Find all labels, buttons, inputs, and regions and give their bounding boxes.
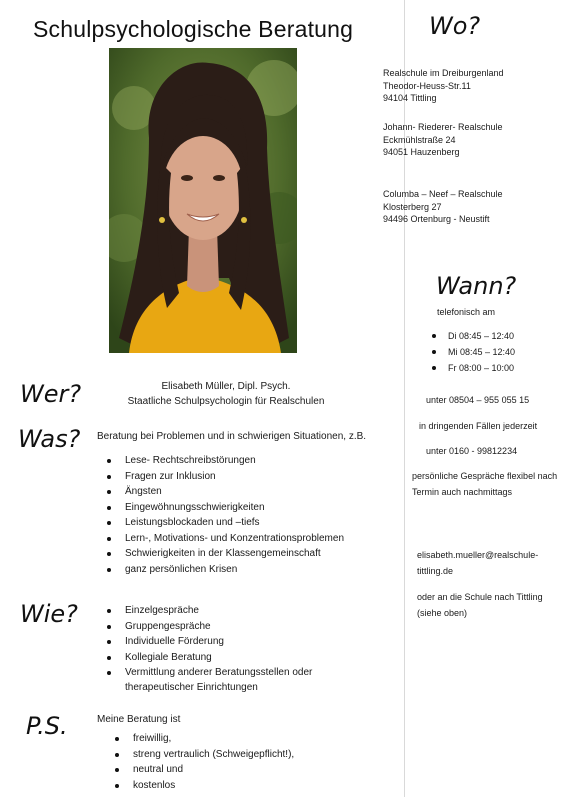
wann-time-item: Mi 08:45 – 12:40	[430, 344, 515, 360]
location-1-line-2: Theodor-Heuss-Str.11	[383, 80, 471, 91]
ps-list-item: streng vertraulich (Schweigepflicht!),	[112, 747, 294, 763]
wann-time-item: Di 08:45 – 12:40	[430, 328, 515, 344]
phone-urgent: unter 0160 - 99812234	[426, 446, 518, 456]
wie-list-item: Vermittlung anderer Beratungsstellen oder	[104, 665, 312, 681]
wie-list-item: Einzelgespräche	[104, 603, 312, 619]
email-line-2[interactable]: tittling.de	[417, 566, 454, 576]
location-1	[383, 67, 504, 105]
heading-wie: Wie?	[20, 600, 78, 628]
page-title: Schulpsychologische Beratung	[33, 16, 354, 42]
ps-list-item: kostenlos	[112, 778, 294, 794]
wie-list-item: Individuelle Förderung	[104, 634, 312, 650]
location-3-line-3: 94496 Ortenburg - Neustift	[383, 214, 490, 224]
location-3-line-1: Columba – Neef – Realschule	[383, 189, 503, 199]
was-list-item: Lern-, Motivations- und Konzentrationsproblemen	[104, 531, 344, 547]
ps-list	[112, 731, 294, 793]
urgent-note: in dringenden Fällen jederzeit	[419, 421, 538, 431]
was-list	[104, 453, 344, 577]
wann-intro: telefonisch am	[437, 307, 496, 317]
was-list-item: Eingewöhnungsschwierigkeiten	[104, 500, 344, 516]
wann-times-list	[430, 328, 515, 376]
person-role: Staatliche Schulpsychologin für Realschulen	[127, 396, 325, 407]
was-list-item: Leistungsblockaden und –tiefs	[104, 515, 344, 531]
location-1-line-3: 94104 Tittling	[383, 93, 437, 103]
person-name: Elisabeth Müller, Dipl. Psych.	[161, 381, 291, 392]
ps-list-item: neutral und	[112, 762, 294, 778]
wie-list	[104, 603, 312, 681]
heading-was: Was?	[18, 425, 81, 453]
location-1-line-1: Realschule im Dreiburgenland	[383, 68, 504, 78]
location-2-line-3: 94051 Hauzenberg	[383, 147, 460, 157]
wie-list-item-continuation: therapeutischer Einrichtungen	[125, 682, 258, 693]
personal-note-line-2: Termin auch nachmittags	[412, 487, 513, 497]
location-3-line-2: Klosterberg 27	[383, 201, 442, 212]
was-intro: Beratung bei Problemen und in schwierigen Situationen, z.B.	[97, 431, 367, 442]
location-2-line-2: Eckmühlstraße 24	[383, 134, 456, 145]
location-3	[383, 188, 503, 226]
wie-list-item: Gruppengespräche	[104, 619, 312, 635]
location-2-line-1: Johann- Riederer- Realschule	[383, 122, 503, 132]
phone-primary: unter 08504 – 955 055 15	[426, 395, 530, 405]
wann-time-item: Fr 08:00 – 10:00	[430, 360, 515, 376]
was-list-item: ganz persönlichen Krisen	[104, 562, 344, 578]
heading-wann: Wann?	[436, 272, 517, 300]
school-note-line-1: oder an die Schule nach Tittling	[417, 592, 543, 602]
ps-intro: Meine Beratung ist	[97, 714, 181, 725]
heading-wer: Wer?	[20, 380, 82, 408]
column-divider	[404, 0, 405, 797]
personal-note-line-1: persönliche Gespräche flexibel nach	[412, 471, 558, 481]
heading-ps: P.S.	[26, 712, 68, 740]
was-list-item: Ängsten	[104, 484, 344, 500]
was-list-item: Schwierigkeiten in der Klassengemeinschaft	[104, 546, 344, 562]
wie-list-item: Kollegiale Beratung	[104, 650, 312, 666]
portrait-photo	[109, 48, 297, 353]
email-line-1[interactable]: elisabeth.mueller@realschule-	[417, 550, 539, 560]
was-list-item: Fragen zur Inklusion	[104, 469, 344, 485]
ps-list-item: freiwillig,	[112, 731, 294, 747]
location-2	[383, 121, 503, 159]
was-list-item: Lese- Rechtschreibstörungen	[104, 453, 344, 469]
heading-wo: Wo?	[429, 12, 481, 40]
school-note-line-2: (siehe oben)	[417, 608, 468, 618]
portrait-illustration	[109, 48, 297, 353]
